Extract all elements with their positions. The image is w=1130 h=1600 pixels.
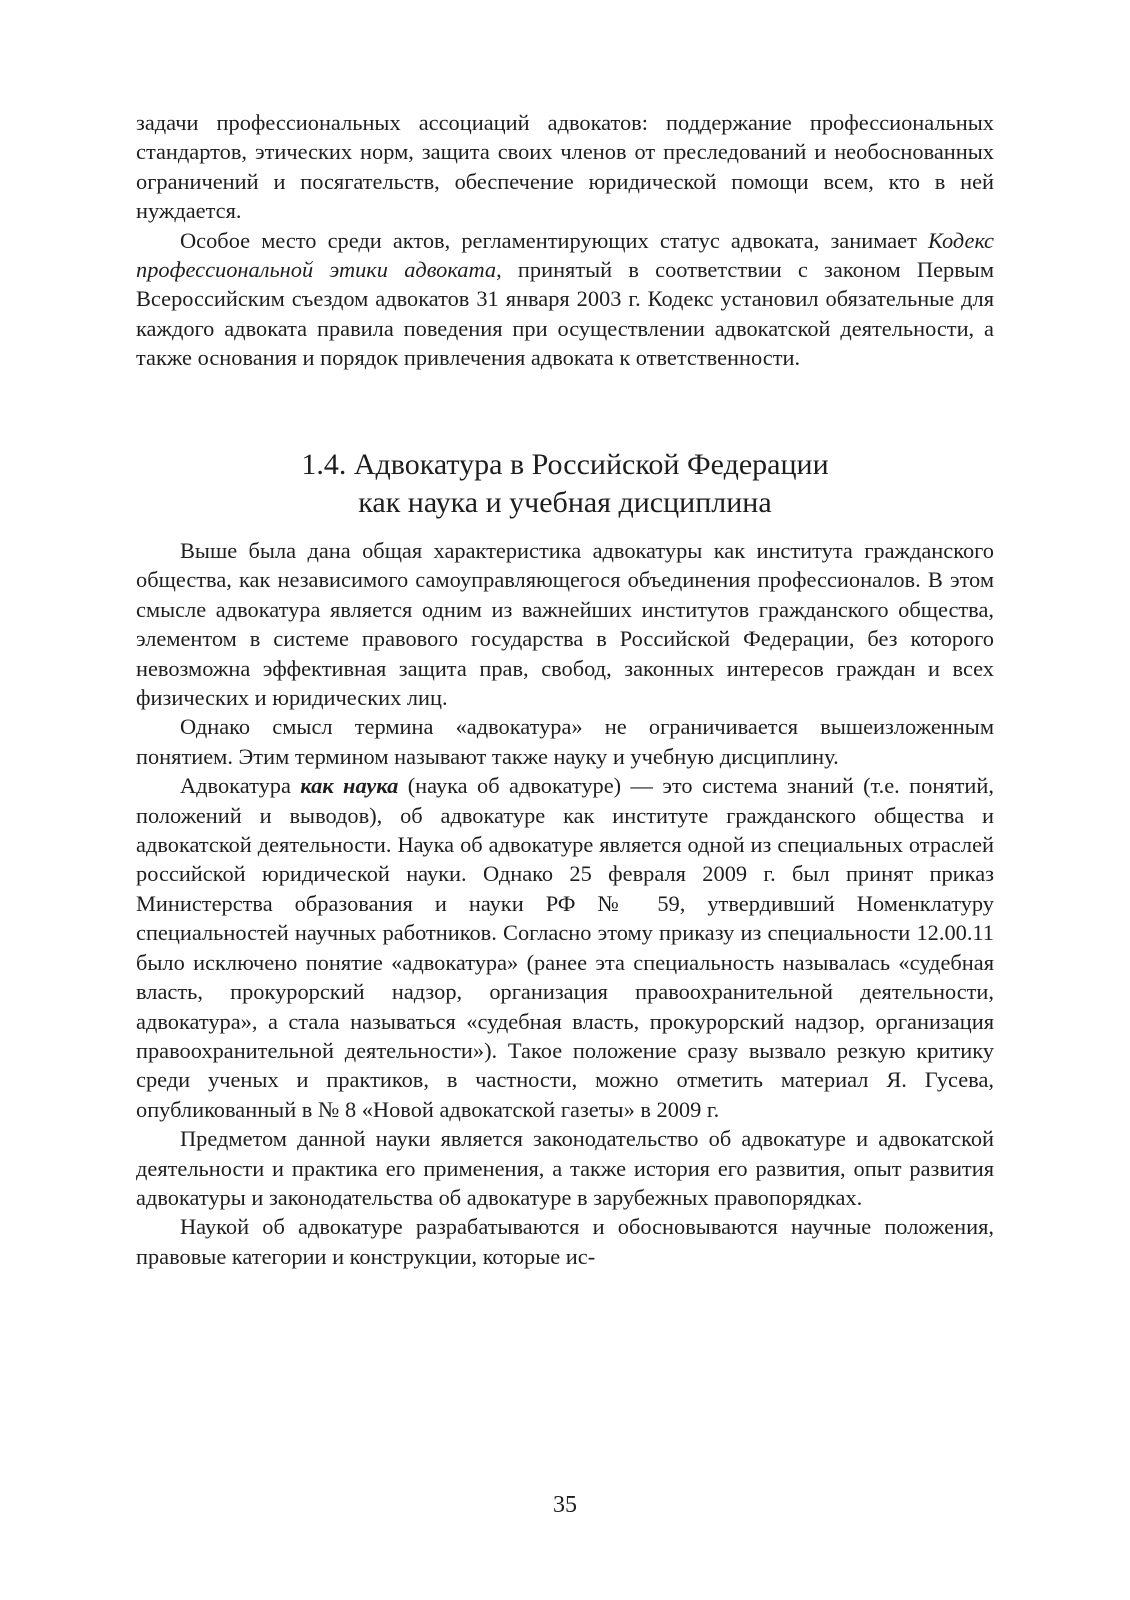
continued-paragraph: задачи профессиональных ассоциаций адвокатов: поддержание профессиональных стандартов, этических норм, защита своих членов от преследований и необоснованных ограничений и посягательств, обеспечение юридической помощи всем, кто в ней нуждается. <box>136 110 994 224</box>
paragraph-science <box>136 771 994 1124</box>
codex-title-italic: Кодекс профессиональной этики адвоката <box>136 227 994 283</box>
paragraph-term-meaning: Однако смысл термина «адвокатура» не ограничивается вышеизложенным понятием. Этим термином называют также науку и учебную дисциплину. <box>136 714 994 769</box>
paragraph-subject: Предметом данной науки является законодательство об адвокатуре и адвокатской деятельности и практика его применения, а также история его развития, опыт развития адвокатуры и законодательства об адвокатуре в зарубежных правопорядках. <box>136 1126 994 1210</box>
top-text-block <box>136 108 994 373</box>
science-term-emphasis: как наука <box>300 773 399 799</box>
page-number: 35 <box>553 1492 577 1518</box>
paragraph-science-rest: (наука об адвокатуре) — это система знаний (т.е. понятий, положений и выводов), об адвокатуре как институте гражданского общества и адвокатской деятельности. Наука об адвокатуре является одной из специальных отраслей российской юридической науки. Однако 25 февраля 2009 г. был принят приказ Министерства образования и науки РФ № 59, утвердивший Номенклатуру специальностей научных работников. Согласно этому приказу из специальности 12.00.11 было исключено понятие «адвокатура» (ранее эта специальность называлась «судебная власть, прокурорский надзор, организация правоохранительной деятельности, адвокатура», а стала называться «судебная власть, прокурорский надзор, организация правоохранительной деятельности»). Такое положение сразу вызвало резкую критику среди ученых и практиков, в частности, можно отметить материал Я. Гусева, опубликованный в № 8 «Новой адвокатской газеты» в 2009 г. <box>136 773 994 1122</box>
section-heading-line-2: как наука и учебная дисциплина <box>358 486 772 519</box>
codex-paragraph-rest: , принятый в соответствии с законом Первым Всероссийским съездом адвокатов 31 января 2003 г. Кодекс установил обязательные для каждого адвоката правила поведения при осуществлении адвокатской деятельности, а также основания и порядок привлечения адвоката к ответственности. <box>136 257 994 371</box>
section-body <box>136 536 994 1271</box>
section-heading-line-1: 1.4. Адвокатура в Российской Федерации <box>301 448 829 481</box>
paragraph-overview: Выше была дана общая характеристика адвокатуры как института гражданского общества, как независимого самоуправляющегося объединения профессионалов. В этом смысле адвокатура является одним из важнейших институтов гражданского общества, элементом в системе правового государства в Российской Федерации, без которого невозможна эффективная защита прав, свобод, законных интересов граждан и всех физических и юридических лиц. <box>136 538 994 711</box>
codex-paragraph-lead: Особое место среди актов, регламентирующих статус адвоката, занимает <box>180 227 928 253</box>
section-heading <box>136 446 994 522</box>
paragraph-scientific-provisions: Наукой об адвокатуре разрабатываются и обосновываются научные положения, правовые категории и конструкции, которые ис- <box>136 1214 994 1269</box>
paragraph-science-lead: Адвокатура <box>180 773 301 799</box>
codex-paragraph <box>136 226 994 373</box>
